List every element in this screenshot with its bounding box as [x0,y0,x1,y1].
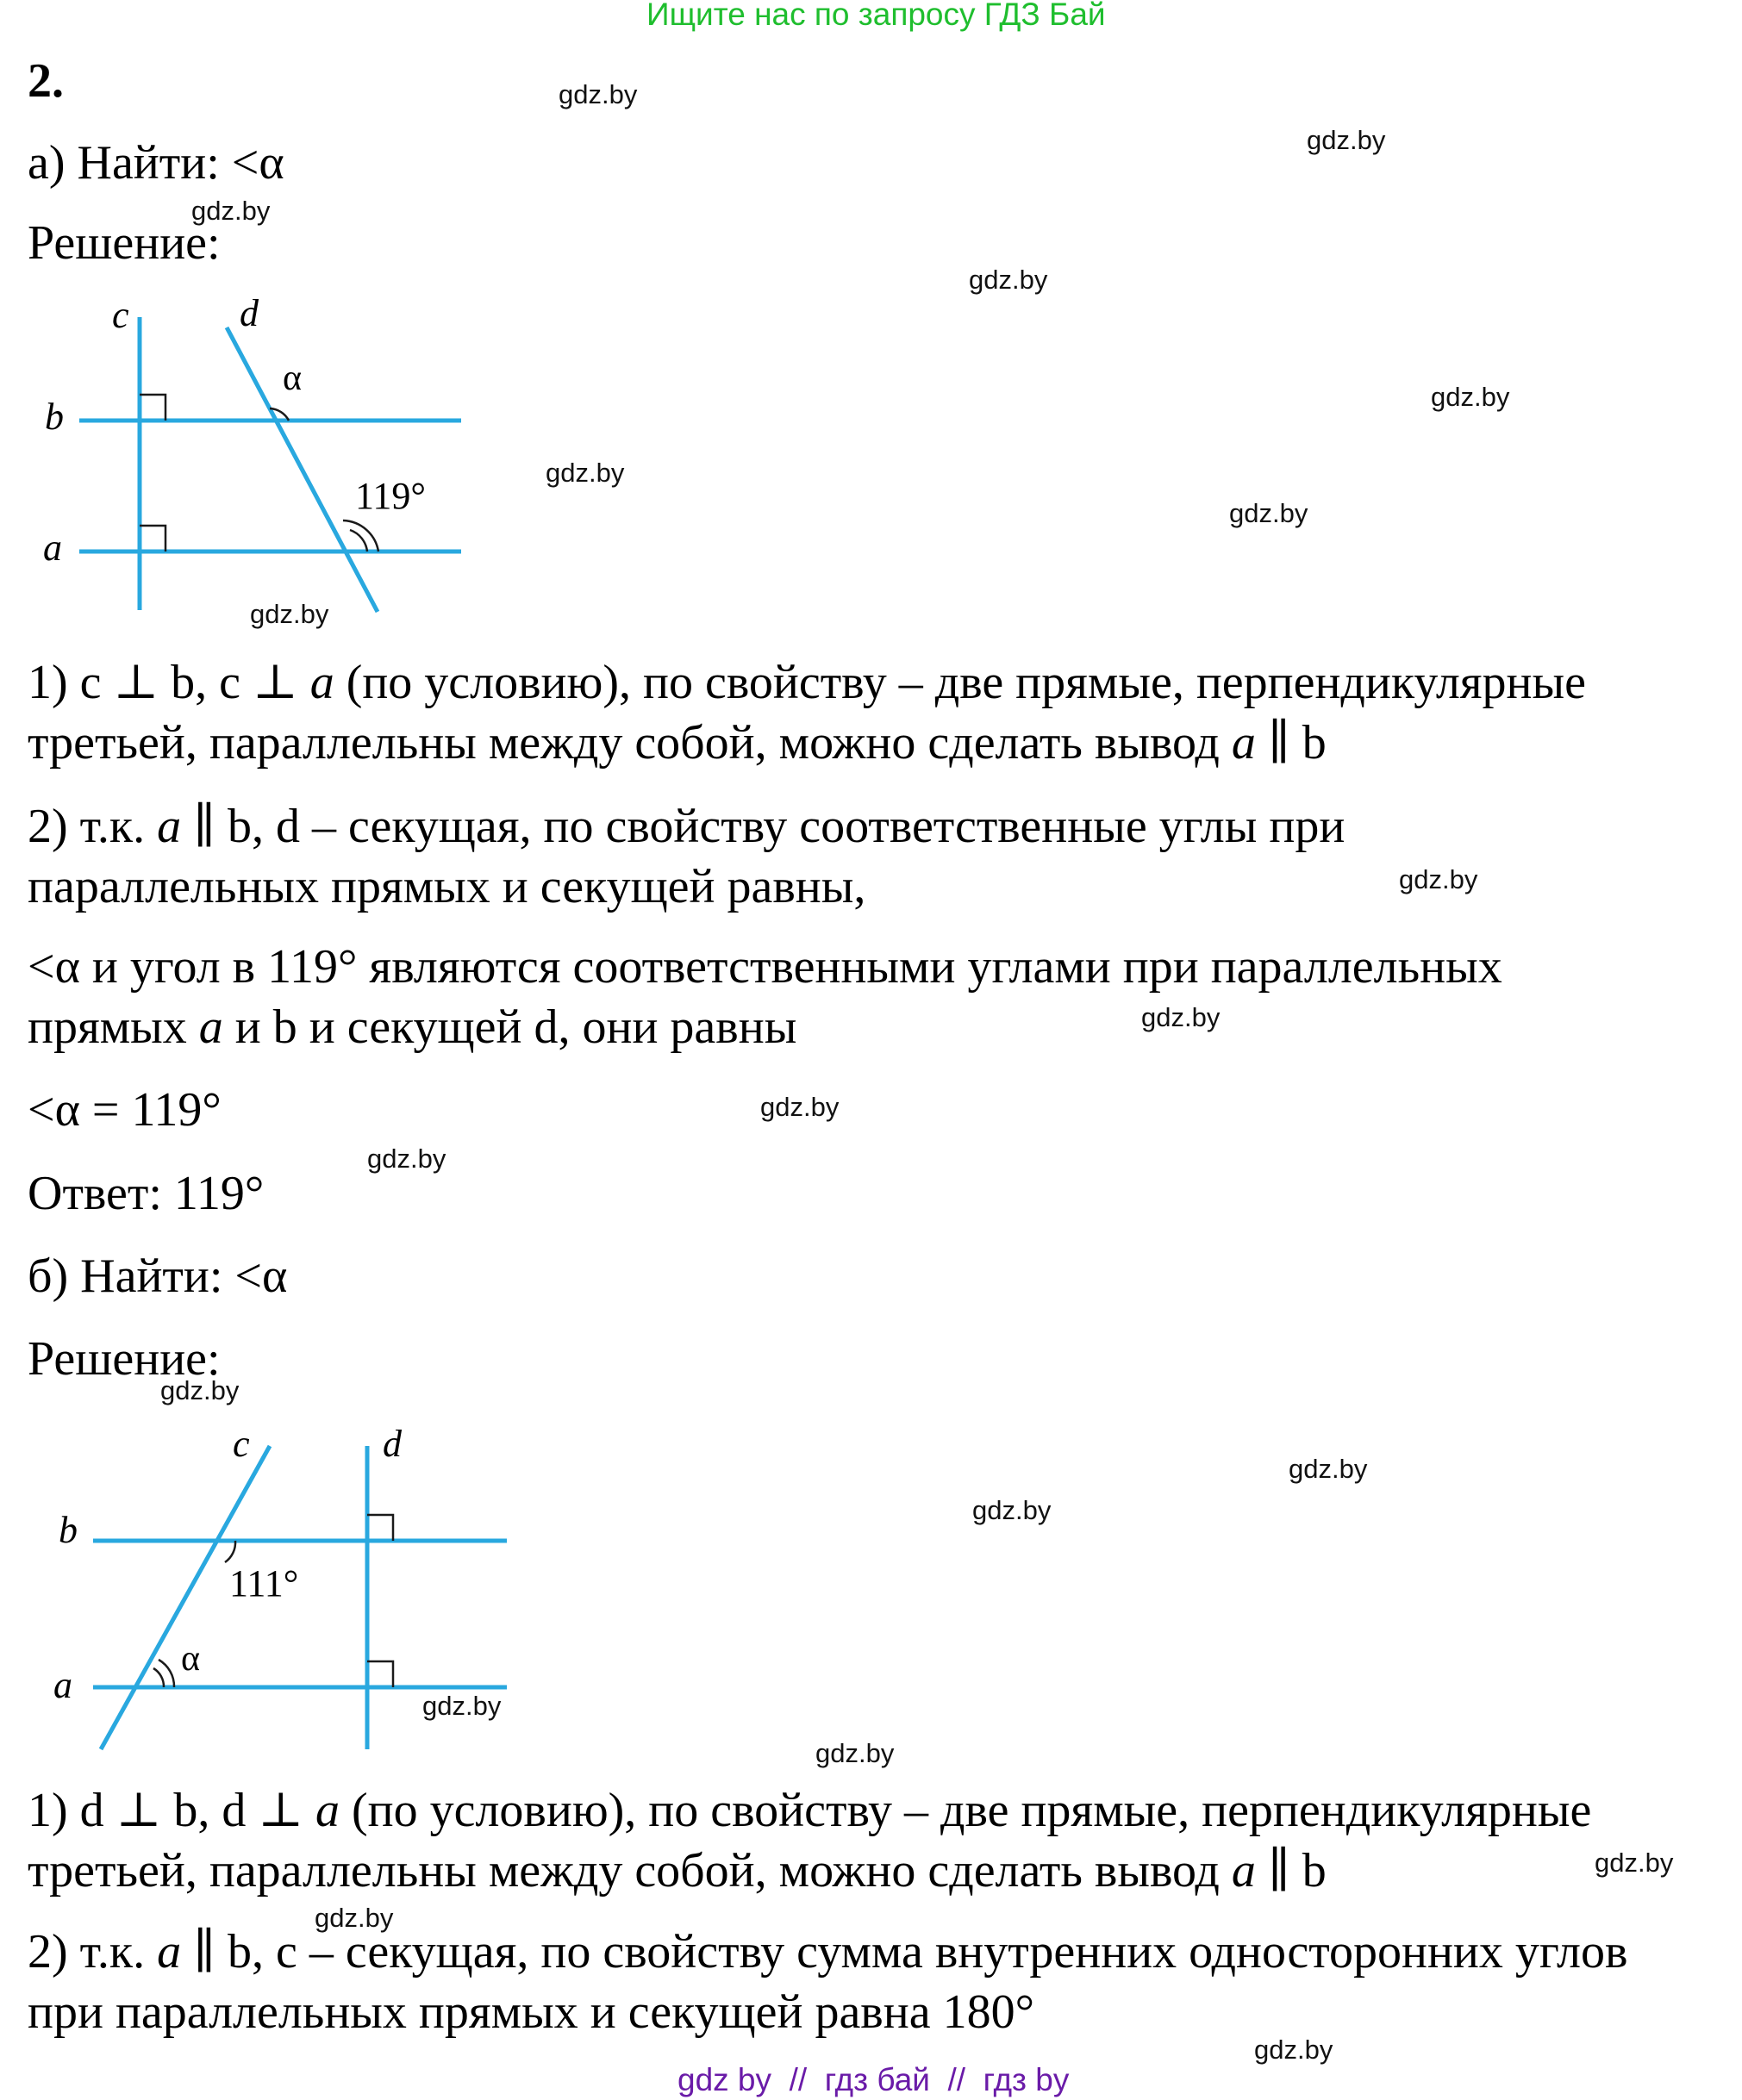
watermark: gdz.by [815,1738,895,1768]
watermark: gdz.by [191,196,271,226]
watermark: gdz.by [1399,864,1478,894]
watermark: gdz.by [250,599,329,629]
part-a-step3-line2: прямых a и b и секущей d, они равны [28,1000,797,1054]
label-c: c [233,1423,250,1465]
label-a: a [43,527,62,569]
right-angle-b [367,1515,393,1541]
part-a-step1-line1: 1) c ⊥ b, c ⊥ a (по условию), по свойству – две прямые, перпендикулярные [28,656,1586,709]
part-a-find: а) Найти: <α [28,136,284,190]
watermark: gdz.by [1307,125,1386,155]
right-angle-b [140,395,165,421]
right-angle-a [140,526,165,551]
watermark: gdz.by [315,1903,394,1933]
watermark: gdz.by [1229,498,1308,528]
watermark: gdz.by [1289,1454,1368,1484]
figure-a [26,293,474,620]
label-c: c [112,294,129,336]
label-alpha: α [283,358,303,398]
label-a: a [53,1664,72,1706]
angle-111-arc [225,1541,235,1562]
label-alpha: α [181,1639,201,1679]
part-a-answer: Ответ: 119° [28,1167,265,1220]
part-b-find: б) Найти: <α [28,1249,288,1303]
alpha-arc-2 [153,1668,164,1687]
part-b-step1-line1: 1) d ⊥ b, d ⊥ a (по условию), по свойству – две прямые, перпендикулярные [28,1784,1592,1837]
part-b-step2-line1: 2) т.к. a ∥ b, c – секущая, по свойству сумма внутренних односторонних углов [28,1925,1628,1978]
watermark: gdz.by [422,1691,502,1721]
watermark: gdz.by [760,1092,840,1122]
watermark: gdz.by [1431,382,1510,412]
label-d: d [383,1423,402,1465]
watermark: gdz.by [367,1143,446,1174]
label-b: b [45,396,64,438]
watermark: gdz.by [1595,1848,1674,1878]
watermark: gdz.by [160,1375,240,1405]
label-angle: 119° [355,475,426,517]
part-b-step2-line2: при параллельных прямых и секущей равна 180° [28,1985,1034,2039]
part-a-step2-line1: 2) т.к. a ∥ b, d – секущая, по свойству соответственные углы при [28,800,1346,853]
part-a-step1-line2: третьей, параллельны между собой, можно сделать вывод a ∥ b [28,716,1327,770]
watermark: gdz.by [972,1495,1052,1525]
part-a-step3-line1: <α и угол в 119° являются соответственными углами при параллельных [28,940,1502,994]
part-a-step2-line2: параллельных прямых и секущей равны, [28,860,866,913]
part-b-step1-line2: третьей, параллельны между собой, можно сделать вывод a ∥ b [28,1844,1327,1897]
problem-number: 2. [28,54,64,108]
watermark: gdz.by [969,265,1048,295]
watermark: gdz.by [559,79,638,109]
watermark: gdz.by [1254,2035,1333,2065]
label-d: d [240,293,259,334]
label-angle: 111° [229,1562,299,1605]
part-a-solution-label: Решение: [28,216,221,270]
watermark: gdz.by [1141,1002,1221,1032]
footer-links: gdz by // гдз бай // гдз by [677,2062,1070,2097]
right-angle-a [367,1661,393,1687]
part-b-solution-label: Решение: [28,1332,221,1386]
top-banner: Ищите нас по запросу ГДЗ Бай [646,0,1106,32]
angle-arc-1 [350,530,367,551]
line-d [227,327,378,612]
label-b: b [59,1509,78,1551]
watermark: gdz.by [546,458,625,488]
part-a-equation: <α = 119° [28,1083,222,1137]
alpha-arc-1 [159,1660,174,1687]
